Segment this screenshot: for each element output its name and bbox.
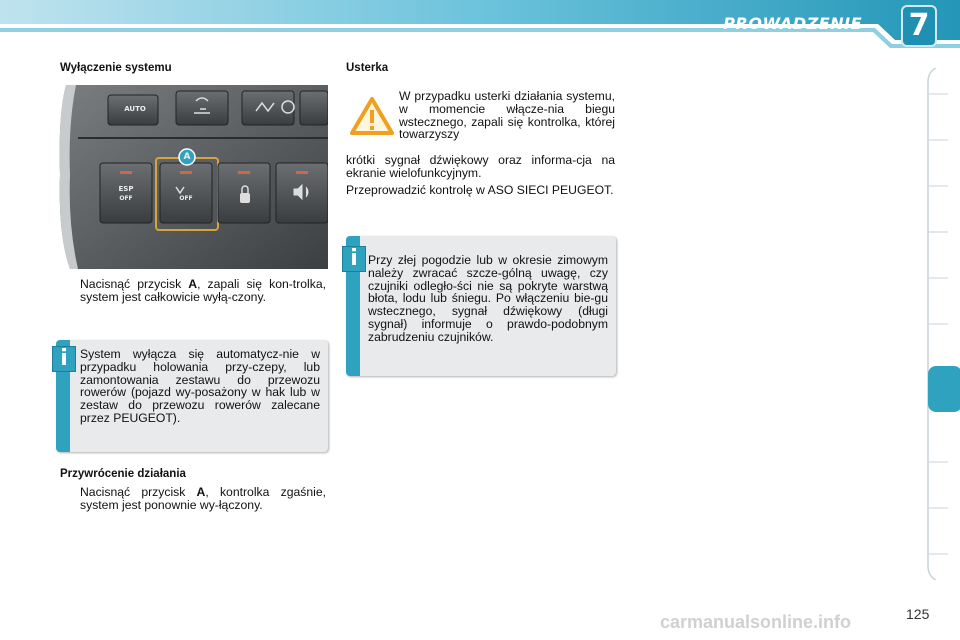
bullet-symbol [58, 278, 80, 304]
bullet-text-pre: Nacisnąć przycisk [80, 277, 189, 291]
bullet-text-post: , zapali się kon-trolka, system jest całkowicie wyłą-czony. [80, 277, 326, 304]
chapter-number: 7 [908, 8, 930, 43]
park-assist-off-label: OFF [179, 195, 193, 202]
button-ref-a: A [188, 277, 198, 291]
callout-a: A [183, 152, 191, 162]
auto-button-label: AUTO [124, 105, 146, 113]
info-note-left [56, 340, 328, 452]
info-note-right [346, 236, 616, 376]
page-number: 125 [906, 606, 930, 622]
warning-icon [350, 96, 394, 136]
bullet-text-pre: Nacisnąć przycisk [80, 485, 197, 499]
fault-text-bottom: krótki sygnał dźwiękowy oraz informa-cja na ekranie wielofunkcyjnym. [346, 153, 615, 180]
info-icon: i [52, 346, 76, 372]
chapter-tab-strip [926, 68, 960, 580]
bullet-text-post: , kontrolka zgaśnie, system jest ponownie wy-łączony. [80, 485, 326, 512]
bullet-disable [58, 278, 326, 304]
chapter-title: PROWADZENIE [723, 14, 862, 33]
button-panel-illustration [56, 85, 328, 269]
bullet-symbol [58, 486, 80, 512]
bullet-restore [58, 486, 326, 512]
note-text: System wyłącza się automatycz-nie w przypadku holowania przy-czepy, lub zamontowania zestawu do przewozu rowerów (pojazd wy-posażony w hak lub w zestaw do przewozu rowerów zalecane przez PEUGEOT). [80, 347, 320, 425]
chapter-tabs [926, 68, 960, 580]
section-heading-restore: Przywrócenie działania [60, 468, 186, 480]
section-heading-fault: Usterka [346, 62, 389, 74]
dashboard-photo [56, 85, 328, 269]
watermark: carmanualsonline.info [660, 612, 852, 632]
header-band [0, 0, 960, 50]
fault-text-top: W przypadku usterki działania systemu, w momencie włącze-nia biegu wstecznego, zapali się kontrolka, której towarzyszy [399, 89, 615, 142]
section-heading-disable: Wyłączenie systemu [60, 62, 172, 74]
fault-text-service: Przeprowadzić kontrolę w ASO SIECI PEUGEOT. [346, 183, 614, 197]
info-icon: i [342, 246, 366, 272]
esp-button-label: ESP [118, 185, 134, 193]
button-ref-a: A [196, 485, 206, 499]
esp-off-label: OFF [119, 195, 133, 202]
note-text: Przy złej pogodzie lub w okresie zimowym należy zwracać szcze-gólną uwagę, czy czujniki odległo-ści nie są pokryte warstwą błota, lodu lub śniegu. Po włączeniu bie-gu wstecznego, sygnał dźwiękowy (długi sygnał) informuje o prawdo-podobnym zabrudzeniu czujników. [368, 253, 608, 344]
